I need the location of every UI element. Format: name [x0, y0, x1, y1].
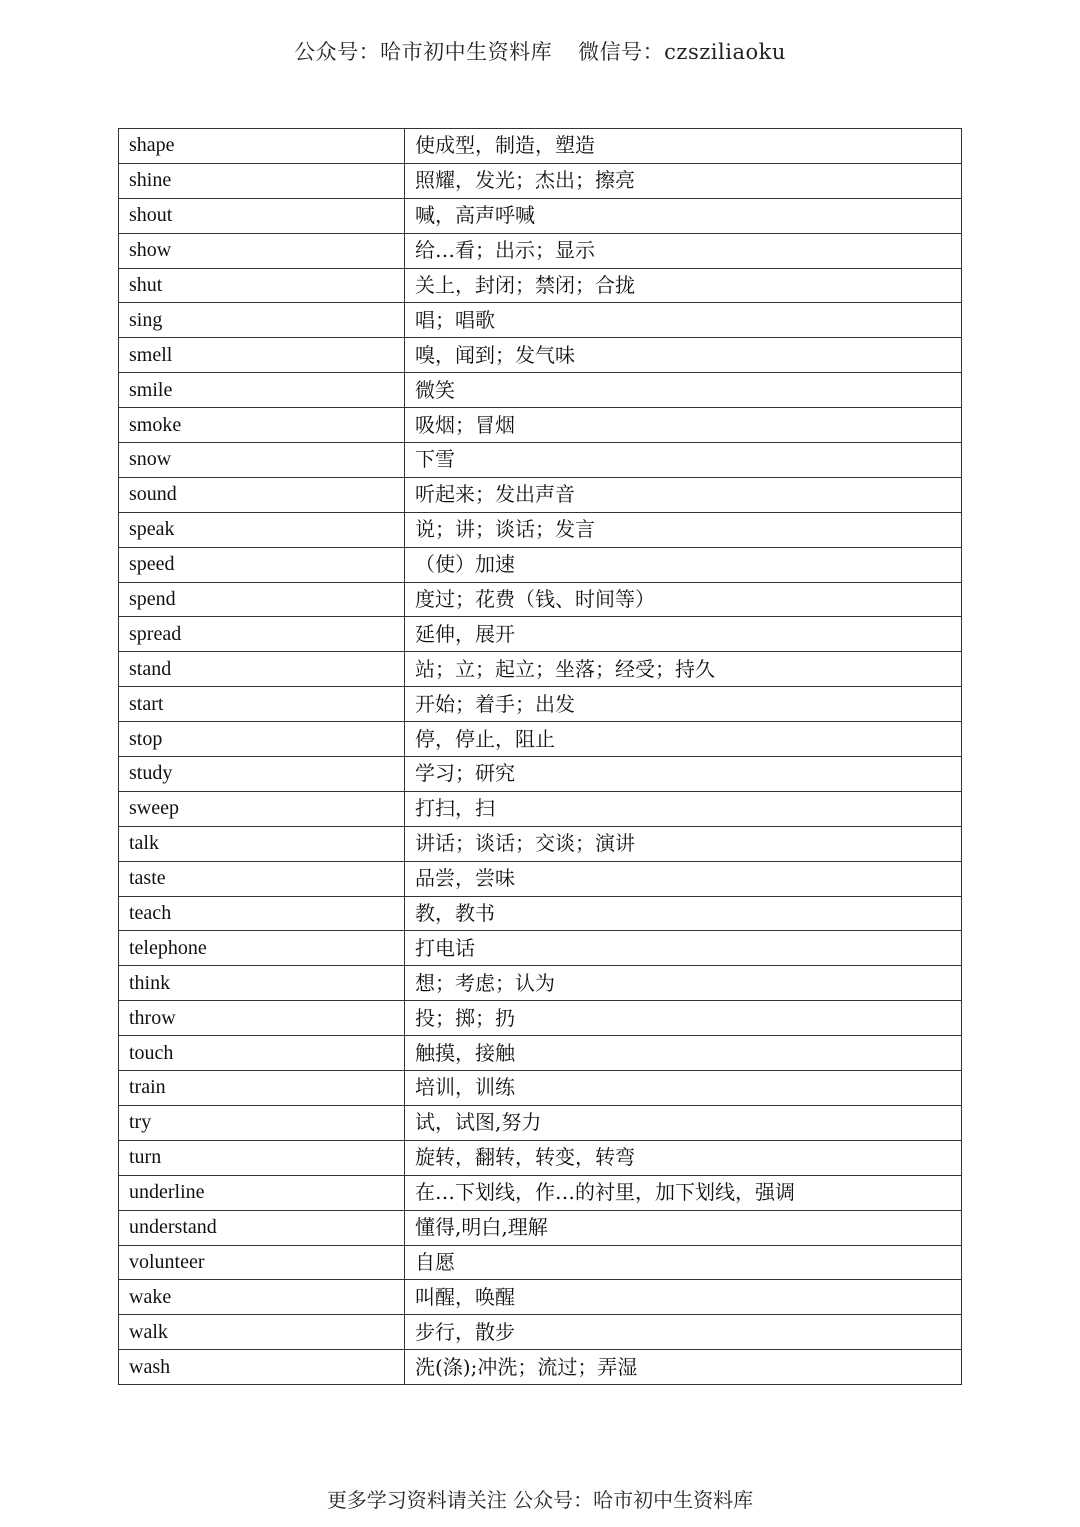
vocab-row — [119, 582, 962, 617]
english-word: smell — [119, 338, 405, 373]
vocab-row — [119, 1280, 962, 1315]
chinese-meaning: 嗅，闻到；发气味 — [405, 338, 962, 373]
chinese-meaning: 停，停止，阻止 — [405, 722, 962, 757]
chinese-meaning: 教，教书 — [405, 896, 962, 931]
chinese-meaning: 洗(涤);冲洗；流过；弄湿 — [405, 1350, 962, 1385]
chinese-meaning: 学习；研究 — [405, 757, 962, 792]
chinese-meaning: 在…下划线，作…的衬里，加下划线，强调 — [405, 1175, 962, 1210]
english-word: sweep — [119, 791, 405, 826]
chinese-meaning: 触摸，接触 — [405, 1036, 962, 1071]
english-word: touch — [119, 1036, 405, 1071]
chinese-meaning: 打扫，扫 — [405, 791, 962, 826]
chinese-meaning: 试，试图,努力 — [405, 1105, 962, 1140]
chinese-meaning: 使成型，制造，塑造 — [405, 129, 962, 164]
english-word: shine — [119, 163, 405, 198]
chinese-meaning: 说；讲；谈话；发言 — [405, 512, 962, 547]
chinese-meaning: 站；立；起立；坐落；经受；持久 — [405, 652, 962, 687]
english-word: shut — [119, 268, 405, 303]
chinese-meaning: 打电话 — [405, 931, 962, 966]
chinese-meaning: （使）加速 — [405, 547, 962, 582]
english-word: smile — [119, 373, 405, 408]
chinese-meaning: 讲话；谈话；交谈；演讲 — [405, 826, 962, 861]
chinese-meaning: 度过；花费（钱、时间等） — [405, 582, 962, 617]
vocab-row — [119, 1245, 962, 1280]
english-word: speed — [119, 547, 405, 582]
chinese-meaning: 微笑 — [405, 373, 962, 408]
vocab-row — [119, 826, 962, 861]
vocab-row — [119, 163, 962, 198]
english-word: throw — [119, 1001, 405, 1036]
english-word: taste — [119, 861, 405, 896]
vocab-row — [119, 198, 962, 233]
wechat-label: 微信号：czsziliaoku — [578, 40, 786, 64]
vocab-row — [119, 408, 962, 443]
vocab-row — [119, 1210, 962, 1245]
english-word: volunteer — [119, 1245, 405, 1280]
chinese-meaning: 开始；着手；出发 — [405, 687, 962, 722]
vocab-row — [119, 1315, 962, 1350]
english-word: understand — [119, 1210, 405, 1245]
chinese-meaning: 听起来；发出声音 — [405, 477, 962, 512]
chinese-meaning: 培训，训练 — [405, 1071, 962, 1106]
vocab-row — [119, 896, 962, 931]
vocab-row — [119, 1001, 962, 1036]
english-word: stop — [119, 722, 405, 757]
vocab-row — [119, 268, 962, 303]
chinese-meaning: 自愿 — [405, 1245, 962, 1280]
vocab-row — [119, 652, 962, 687]
english-word: spend — [119, 582, 405, 617]
page-header — [0, 36, 1080, 66]
vocab-row — [119, 1105, 962, 1140]
vocab-row — [119, 129, 962, 164]
vocab-row — [119, 303, 962, 338]
chinese-meaning: 品尝，尝味 — [405, 861, 962, 896]
vocab-row — [119, 477, 962, 512]
chinese-meaning: 喊，高声呼喊 — [405, 198, 962, 233]
vocab-row — [119, 1140, 962, 1175]
english-word: think — [119, 966, 405, 1001]
vocab-row — [119, 722, 962, 757]
english-word: show — [119, 233, 405, 268]
vocab-row — [119, 931, 962, 966]
english-word: sound — [119, 477, 405, 512]
english-word: sing — [119, 303, 405, 338]
chinese-meaning: 唱；唱歌 — [405, 303, 962, 338]
english-word: speak — [119, 512, 405, 547]
vocab-row — [119, 233, 962, 268]
chinese-meaning: 吸烟；冒烟 — [405, 408, 962, 443]
vocab-row — [119, 512, 962, 547]
vocab-row — [119, 1350, 962, 1385]
chinese-meaning: 想；考虑；认为 — [405, 966, 962, 1001]
vocab-row — [119, 443, 962, 478]
english-word: wash — [119, 1350, 405, 1385]
chinese-meaning: 投；掷；扔 — [405, 1001, 962, 1036]
english-word: train — [119, 1071, 405, 1106]
english-word: teach — [119, 896, 405, 931]
english-word: telephone — [119, 931, 405, 966]
english-word: shape — [119, 129, 405, 164]
vocabulary-table — [118, 128, 962, 1385]
english-word: turn — [119, 1140, 405, 1175]
vocab-row — [119, 687, 962, 722]
chinese-meaning: 给…看；出示；显示 — [405, 233, 962, 268]
english-word: study — [119, 757, 405, 792]
english-word: underline — [119, 1175, 405, 1210]
english-word: stand — [119, 652, 405, 687]
english-word: walk — [119, 1315, 405, 1350]
english-word: snow — [119, 443, 405, 478]
vocab-row — [119, 791, 962, 826]
english-word: wake — [119, 1280, 405, 1315]
vocab-row — [119, 966, 962, 1001]
chinese-meaning: 步行，散步 — [405, 1315, 962, 1350]
vocab-row — [119, 1175, 962, 1210]
chinese-meaning: 懂得,明白,理解 — [405, 1210, 962, 1245]
chinese-meaning: 照耀，发光；杰出；擦亮 — [405, 163, 962, 198]
page-footer: 更多学习资料请关注 公众号：哈市初中生资料库 — [326, 1488, 754, 1512]
english-word: talk — [119, 826, 405, 861]
vocab-row — [119, 373, 962, 408]
vocab-row — [119, 617, 962, 652]
chinese-meaning: 延伸，展开 — [405, 617, 962, 652]
chinese-meaning: 关上，封闭；禁闭；合拢 — [405, 268, 962, 303]
english-word: smoke — [119, 408, 405, 443]
vocab-row — [119, 1071, 962, 1106]
vocab-row — [119, 757, 962, 792]
english-word: try — [119, 1105, 405, 1140]
english-word: start — [119, 687, 405, 722]
english-word: spread — [119, 617, 405, 652]
chinese-meaning: 叫醒，唤醒 — [405, 1280, 962, 1315]
vocab-row — [119, 1036, 962, 1071]
english-word: shout — [119, 198, 405, 233]
vocab-row — [119, 861, 962, 896]
vocab-row — [119, 547, 962, 582]
vocabulary-table-body — [119, 129, 962, 1385]
chinese-meaning: 下雪 — [405, 443, 962, 478]
vocab-row — [119, 338, 962, 373]
account-label: 公众号：哈市初中生资料库 — [294, 40, 553, 64]
chinese-meaning: 旋转，翻转，转变，转弯 — [405, 1140, 962, 1175]
